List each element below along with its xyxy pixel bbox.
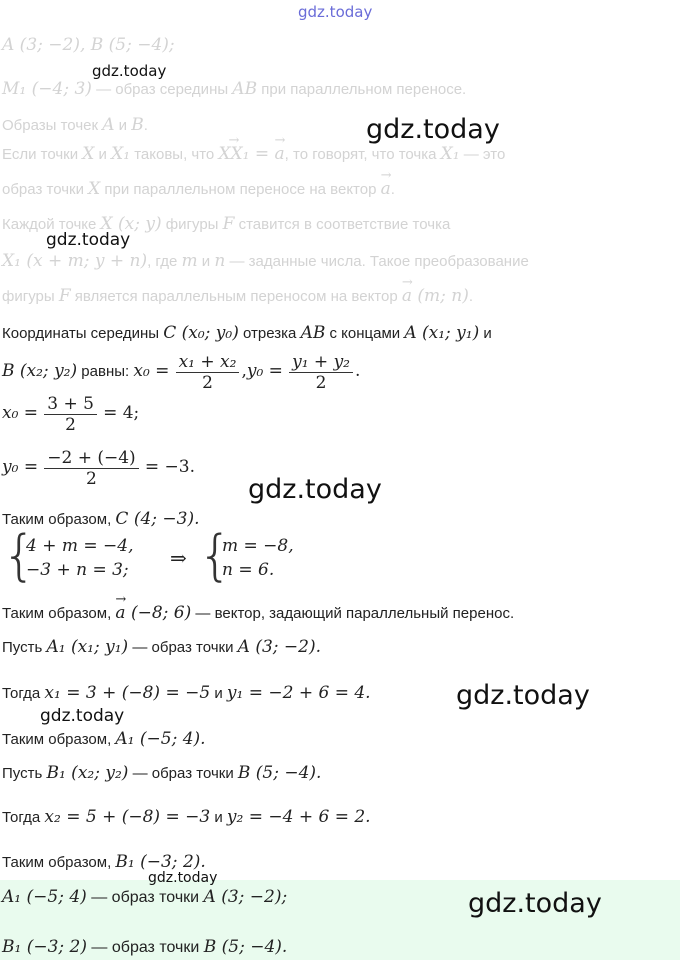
faded-line-7: X₁ (x + m; y + n), где m и n — заданные числа. Такое преобразование bbox=[2, 251, 529, 271]
watermark-large-2: gdz.today bbox=[248, 474, 382, 505]
fraction-y0: $\frac{-2 + (-4)}{2}$ bbox=[44, 448, 138, 489]
y0-calculation: y₀ = $\frac{-2 + (-4)}{2}$ = −3. bbox=[2, 447, 195, 489]
watermark-large-1: gdz.today bbox=[366, 114, 500, 145]
watermark-small-4: gdz.today bbox=[148, 870, 218, 886]
watermark-large-3: gdz.today bbox=[456, 680, 590, 711]
implies-arrow: ⇒ bbox=[170, 546, 187, 570]
b1-result: Таким образом, B₁ (−3; 2). bbox=[2, 852, 206, 872]
b1-calc: Тогда x₂ = 5 + (−8) = −3 и y₂ = −4 + 6 = 2. bbox=[2, 807, 371, 827]
faded-line-2: M₁ (−4; 3) — образ середины AB при параллельном переносе. bbox=[2, 79, 467, 99]
fraction-x0: $\frac{3 + 5}{2}$ bbox=[44, 394, 97, 435]
left-brace: { bbox=[2, 524, 37, 587]
watermark-small-2: gdz.today bbox=[46, 230, 131, 250]
midpoint-statement: Координаты середины C (x₀; y₀) отрезка AB с концами A (x₁; y₁) и bbox=[2, 323, 492, 343]
system-right: m = −8, n = 6. bbox=[222, 536, 294, 580]
answer-a1: A₁ (−5; 4) — образ точки A (3; −2); bbox=[2, 887, 288, 907]
faded-line-5: образ точки X при параллельном переносе на вектор → a. bbox=[2, 178, 676, 201]
midpoint-result: Таким образом, C (4; −3). bbox=[2, 509, 200, 529]
right-brace: { bbox=[198, 524, 233, 587]
a1-result: Таким образом, A₁ (−5; 4). bbox=[2, 729, 206, 749]
faded-line-3: Образы точек A и B. bbox=[2, 115, 148, 135]
faded-line-1: A (3; −2), B (5; −4); bbox=[2, 35, 175, 55]
fraction-x: $\frac{\text{x₁ + x₂}}{2}$ bbox=[176, 352, 240, 393]
watermark-small-3: gdz.today bbox=[40, 706, 125, 726]
faded-line-4: Если точки X и X₁ таковы, что → XX₁ = → a, то говорят, что точка X₁ — это bbox=[2, 143, 676, 166]
watermark-large-4: gdz.today bbox=[468, 888, 602, 919]
fraction-y: $\frac{\text{y₁ + y₂}}{2}$ bbox=[289, 352, 353, 393]
x0-calculation: x₀ = $\frac{3 + 5}{2}$ = 4; bbox=[2, 393, 140, 435]
b1-let: Пусть B₁ (x₂; y₂) — образ точки B (5; −4). bbox=[2, 763, 322, 783]
faded-line-8: фигуры F является параллельным переносом на вектор → a (m; n). bbox=[2, 285, 676, 308]
answer-b1: B₁ (−3; 2) — образ точки B (5; −4). bbox=[2, 937, 288, 957]
system-left: 4 + m = −4, −3 + n = 3; bbox=[26, 536, 134, 580]
midpoint-formula: B (x₂; y₂) равны: x₀ = $\frac{\text{x₁ + x₂}}{2}$ ,y₀ = $\frac{\text{y₁ + y₂}}{2}$ . bbox=[2, 351, 361, 393]
faded-line-6: Каждой точке X (x; y) фигуры F ставится в соответствие точка bbox=[2, 214, 451, 234]
a1-let: Пусть A₁ (x₁; y₁) — образ точки A (3; −2). bbox=[2, 637, 322, 657]
watermark-top: gdz.today bbox=[298, 3, 373, 21]
watermark-small-1: gdz.today bbox=[92, 62, 167, 80]
translation-vector: Таким образом, → a (−8; 6) — вектор, задающий параллельный перенос. bbox=[2, 602, 676, 625]
a1-calc: Тогда x₁ = 3 + (−8) = −5 и y₁ = −2 + 6 = 4. bbox=[2, 683, 371, 703]
